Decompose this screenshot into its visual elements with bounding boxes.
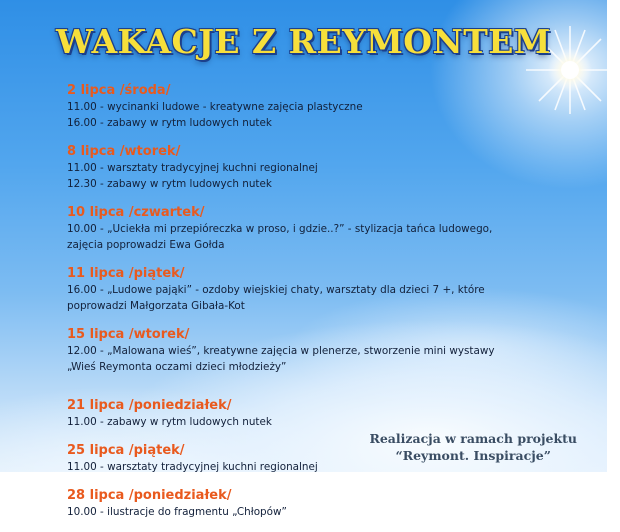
event-description: „Wieś Reymonta oczami dzieci młodzieży”: [67, 361, 287, 373]
event-date: 8 lipca /wtorek/: [67, 144, 181, 159]
event-item: [67, 204, 567, 253]
poster-title: WAKACJE Z REYMONTEM: [56, 22, 551, 61]
event-item: [67, 265, 567, 314]
event-description: 12.30 - zabawy w rytm ludowych nutek: [67, 178, 272, 190]
event-description: 12.00 - „Malowana wieś”, kreatywne zajęcia w plenerze, stworzenie mini wystawy: [67, 345, 495, 357]
event-description: 16.00 - „Ludowe pająki” - ozdoby wiejskiej chaty, warsztaty dla dzieci 7 +, które: [67, 284, 485, 296]
event-date: 15 lipca /wtorek/: [67, 327, 190, 342]
event-description: 11.00 - wycinanki ludowe - kreatywne zajęcia plastyczne: [67, 101, 363, 113]
event-description: 11.00 - warsztaty tradycyjnej kuchni regionalnej: [67, 162, 318, 174]
event-item: [67, 326, 567, 375]
event-date: 21 lipca /poniedziałek/: [67, 398, 232, 413]
event-description: zajęcia poprowadzi Ewa Gołda: [67, 239, 225, 251]
event-date: 2 lipca /środa/: [67, 83, 171, 98]
event-item: [67, 487, 567, 520]
event-date: 10 lipca /czwartek/: [67, 205, 205, 220]
event-description: 11.00 - zabawy w rytm ludowych nutek: [67, 416, 272, 428]
event-description: 11.00 - warsztaty tradycyjnej kuchni regionalnej: [67, 461, 318, 473]
project-name: “Reymont. Inspiracje”: [395, 448, 551, 463]
event-date: 28 lipca /poniedziałek/: [67, 488, 232, 503]
project-note-line: Realizacja w ramach projektu: [369, 431, 577, 446]
event-date: 11 lipca /piątek/: [67, 266, 185, 281]
event-item: [67, 397, 567, 430]
event-description: 10.00 - „Uciekła mi przepióreczka w proso, i gdzie..?” - stylizacja tańca ludowego,: [67, 223, 493, 235]
event-description: poprowadzi Małgorzata Gibała-Kot: [67, 300, 245, 312]
event-item: [67, 82, 567, 131]
event-description: 16.00 - zabawy w rytm ludowych nutek: [67, 117, 272, 129]
event-item: [67, 143, 567, 192]
event-date: 25 lipca /piątek/: [67, 443, 185, 458]
events-list: [67, 82, 567, 532]
event-description: 10.00 - ilustracje do fragmentu „Chłopów”: [67, 506, 287, 518]
project-note: [369, 430, 577, 464]
